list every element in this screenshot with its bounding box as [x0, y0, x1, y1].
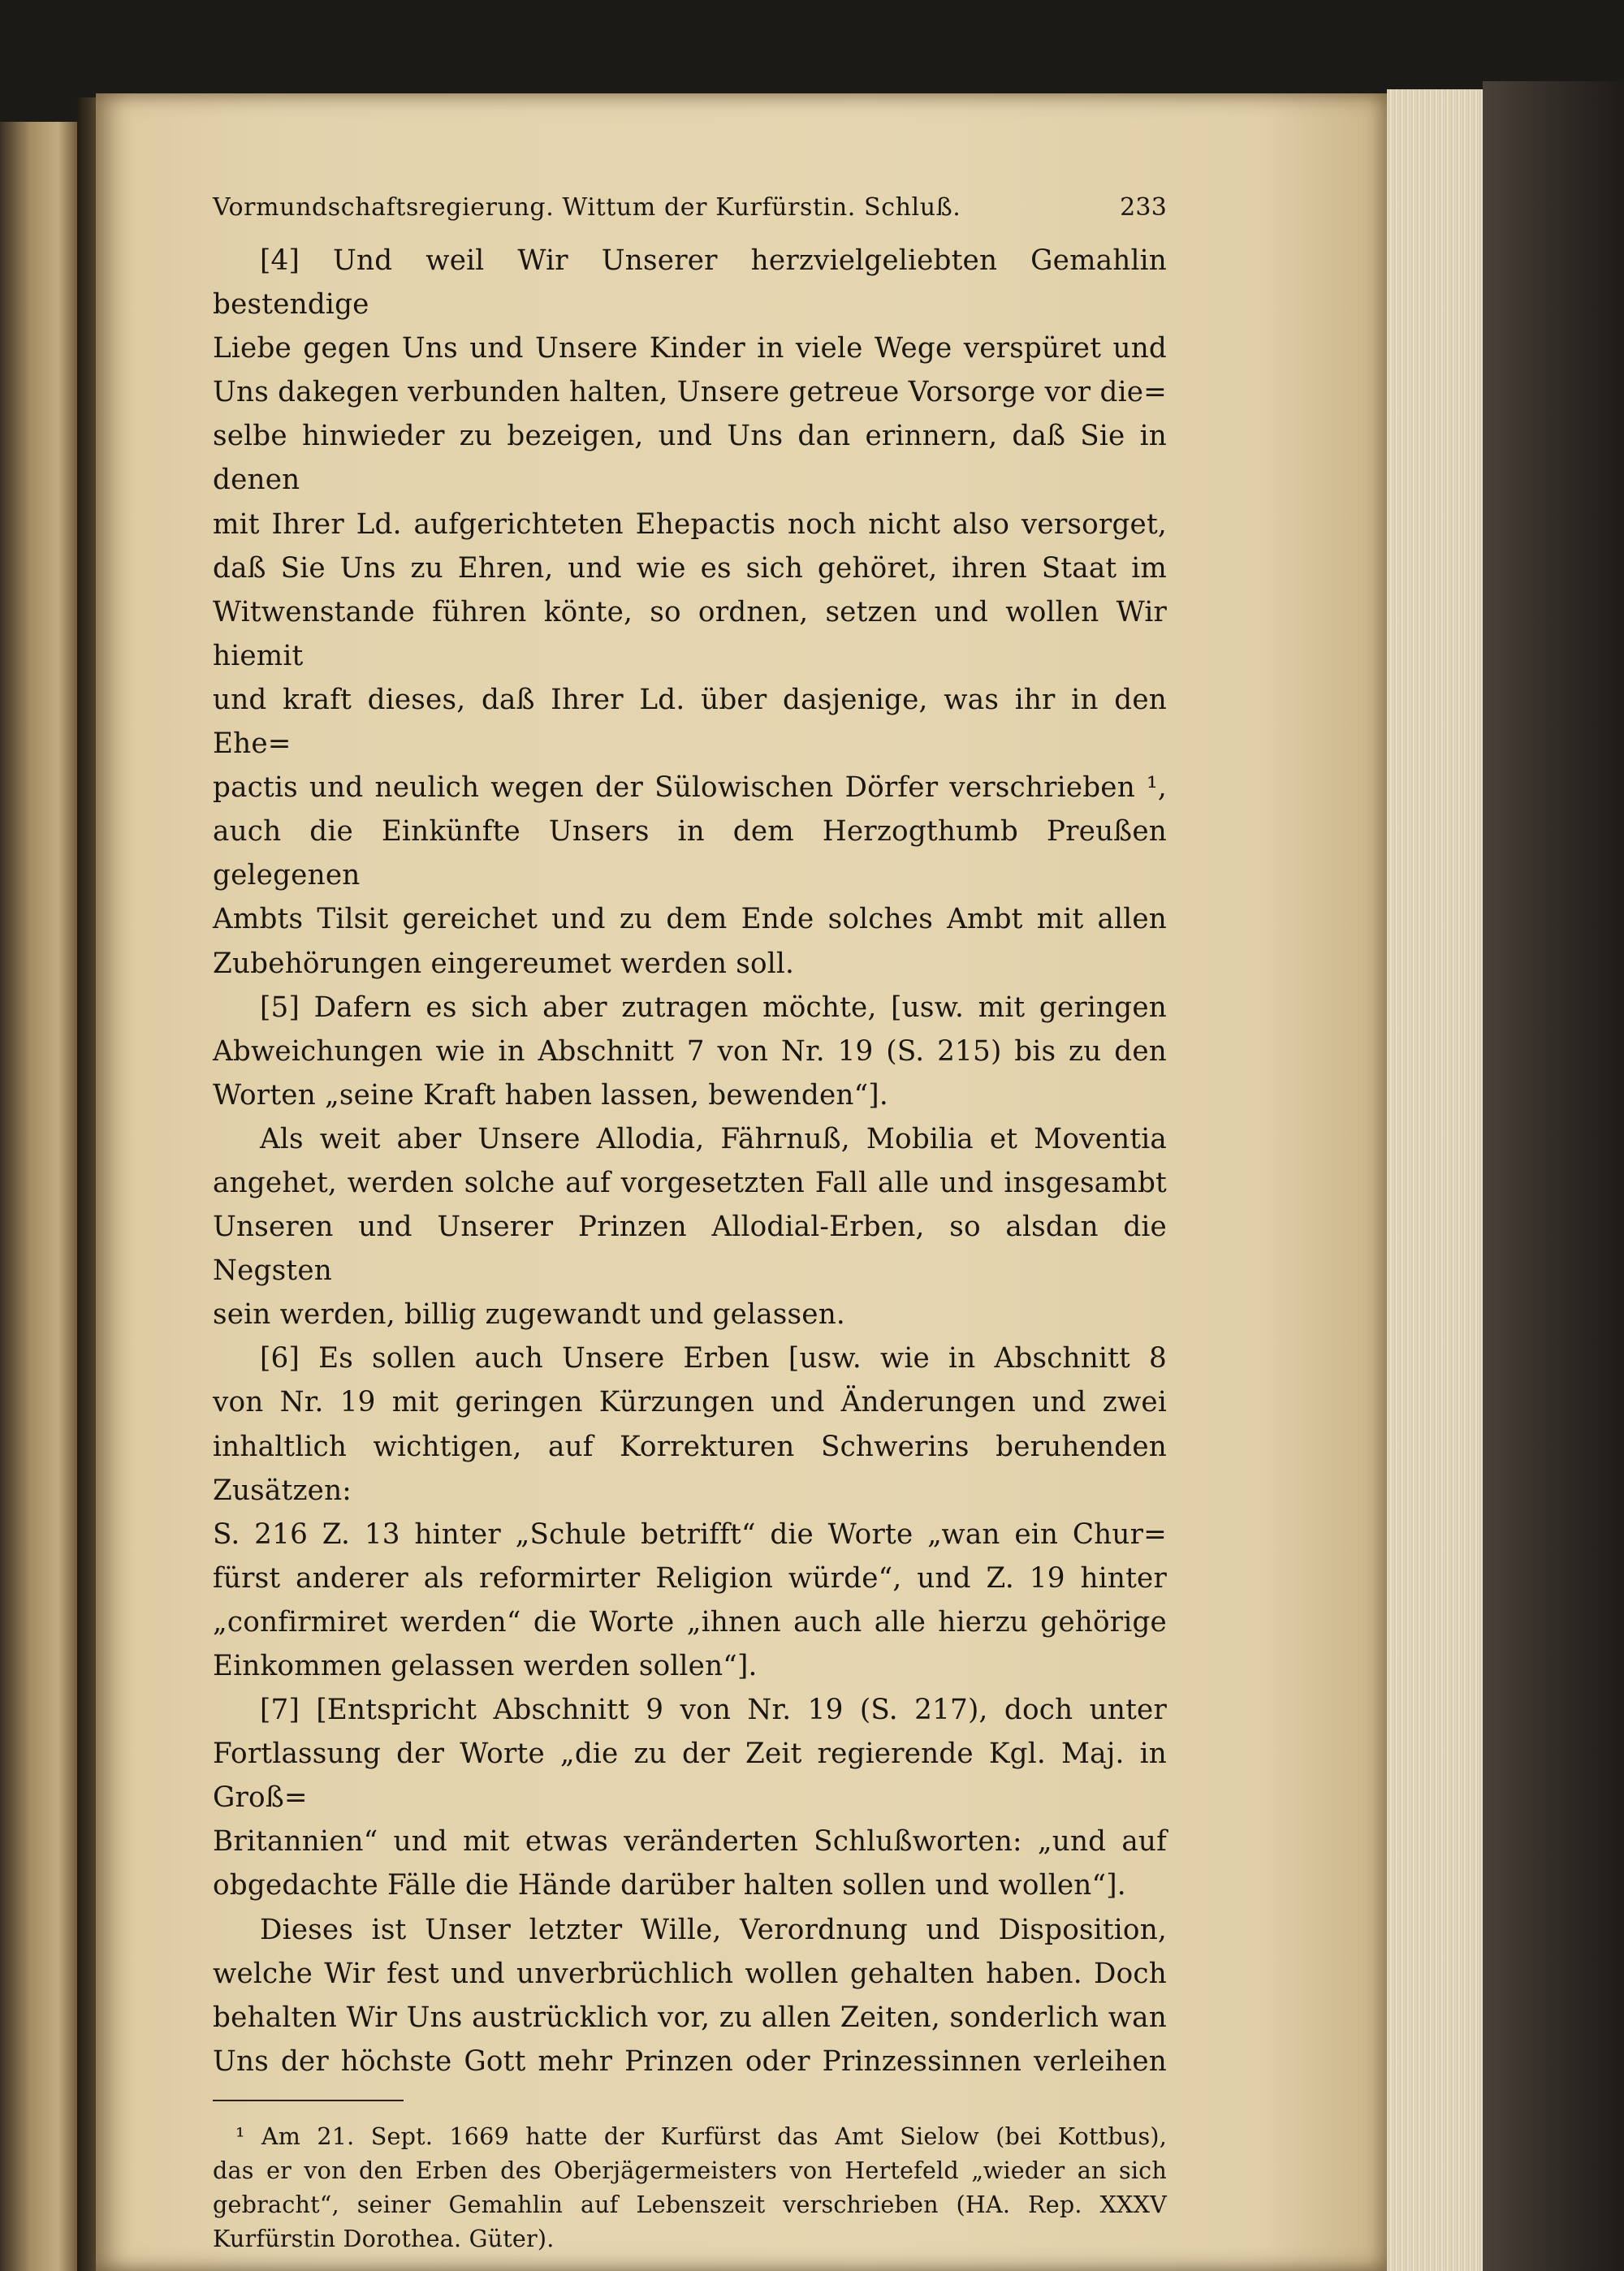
- footnote: [213, 2119, 1167, 2256]
- main-text: [213, 239, 1167, 2083]
- text-line: inhaltlich wichtigen, auf Korrekturen Schwerins beruhenden Zusätzen:: [213, 1430, 1167, 1507]
- text-line: Ambts Tilsit gereichet und zu dem Ende solches Ambt mit allen: [213, 903, 1167, 936]
- text-line: pactis und neulich wegen der Sülowischen Dörfer verschrieben ¹,: [213, 771, 1167, 805]
- text-line: Worten „seine Kraft haben lassen, bewenden“].: [213, 1078, 888, 1112]
- footnote-line: gebracht“, seiner Gemahlin auf Lebenszeit verschrieben (HA. Rep. XXXV: [213, 2190, 1167, 2218]
- text-line: und kraft dieses, daß Ihrer Ld. über dasjenige, was ihr in den Ehe=: [213, 683, 1167, 761]
- previous-page-edge: [0, 122, 77, 2271]
- text-line: Britannien“ und mit etwas veränderten Schlußworten: „und auf: [213, 1825, 1167, 1859]
- paragraph-last-will: [213, 1908, 1167, 2083]
- text-line: behalten Wir Uns austrücklich vor, zu allen Zeiten, sonderlich wan: [213, 2001, 1167, 2034]
- text-line: Dieses ist Unser letzter Wille, Verordnung und Disposition,: [260, 1913, 1167, 1946]
- text-line: obgedachte Fälle die Hände darüber halten sollen und wollen“].: [213, 1869, 1126, 1902]
- text-line: von Nr. 19 mit geringen Kürzungen und Änderungen und zwei: [213, 1386, 1167, 1419]
- page-stack-edges: [1387, 89, 1483, 2271]
- text-line: [4] Und weil Wir Unserer herzvielgeliebten Gemahlin bestendige: [213, 244, 1167, 322]
- text-line: Uns dakegen verbunden halten, Unsere getreue Vorsorge vor die=: [213, 376, 1167, 409]
- text-line: Liebe gegen Uns und Unsere Kinder in viele Wege verspüret und: [213, 332, 1167, 365]
- text-line: welche Wir fest und unverbrüchlich wollen gehalten haben. Doch: [213, 1957, 1167, 1990]
- text-line: S. 216 Z. 13 hinter „Schule betrifft“ die Worte „wan ein Chur=: [213, 1518, 1167, 1551]
- text-line: [6] Es sollen auch Unsere Erben [usw. wie in Abschnitt 8: [260, 1342, 1167, 1375]
- text-line: [7] [Entspricht Abschnitt 9 von Nr. 19 (S. 217), doch unter: [260, 1694, 1167, 1727]
- text-line: [5] Dafern es sich aber zutragen möchte, [usw. mit geringen: [260, 991, 1167, 1024]
- text-line: sein werden, billig zugewandt und gelassen.: [213, 1298, 846, 1332]
- text-line: fürst anderer als reformirter Religion würde“, und Z. 19 hinter: [213, 1561, 1167, 1595]
- text-line: mit Ihrer Ld. aufgerichteten Ehepactis noch nicht also versorget,: [213, 507, 1167, 541]
- footnote-line: Kurfürstin Dorothea. Güter).: [213, 2224, 555, 2252]
- paragraph-6: [213, 1336, 1167, 1688]
- text-line: Zubehörungen eingereumet werden soll.: [213, 947, 795, 980]
- paragraph-allodia: [213, 1117, 1167, 1336]
- running-header: [213, 188, 1167, 239]
- text-line: angehet, werden solche auf vorgesetzten Fall alle und insgesambt: [213, 1166, 1167, 1199]
- footnote-separator: [213, 2100, 404, 2101]
- running-title: Vormundschaftsregierung. Wittum der Kurfürstin. Schluß.: [213, 193, 961, 222]
- text-line: „confirmiret werden“ die Worte „ihnen auch alle hierzu gehörige: [213, 1605, 1167, 1638]
- text-line: Als weit aber Unsere Allodia, Fährnuß, Mobilia et Moventia: [260, 1122, 1167, 1155]
- paragraph-4: [213, 239, 1167, 986]
- paragraph-7: [213, 1688, 1167, 1907]
- footnote-line: ¹ Am 21. Sept. 1669 hatte der Kurfürst das Amt Sielow (bei Kottbus),: [235, 2122, 1167, 2150]
- text-line: Abweichungen wie in Abschnitt 7 von Nr. 19 (S. 215) bis zu den: [213, 1034, 1167, 1068]
- paragraph-5: [213, 986, 1167, 1117]
- text-line: Unseren und Unserer Prinzen Allodial-Erben, so alsdan die Negsten: [213, 1211, 1167, 1288]
- text-line: Uns der höchste Gott mehr Prinzen oder Prinzessinnen verleihen: [213, 2044, 1167, 2078]
- text-line: Fortlassung der Worte „die zu der Zeit regierende Kgl. Maj. in Groß=: [213, 1738, 1167, 1815]
- text-line: auch die Einkünfte Unsers in dem Herzogthumb Preußen gelegenen: [213, 815, 1167, 892]
- text-line: daß Sie Uns zu Ehren, und wie es sich gehöret, ihren Staat im: [213, 551, 1167, 585]
- page-number: 233: [1120, 193, 1167, 222]
- text-line: Witwenstande führen könte, so ordnen, setzen und wollen Wir hiemit: [213, 595, 1167, 672]
- text-line: selbe hinwieder zu bezeigen, und Uns dan erinnern, daß Sie in denen: [213, 420, 1167, 497]
- page-content: [213, 188, 1167, 2256]
- text-line: Einkommen gelassen werden sollen“].: [213, 1650, 758, 1682]
- book-cover: [1483, 81, 1624, 2271]
- footnote-line: das er von den Erben des Oberjägermeisters von Hertefeld „wieder an sich: [213, 2156, 1167, 2184]
